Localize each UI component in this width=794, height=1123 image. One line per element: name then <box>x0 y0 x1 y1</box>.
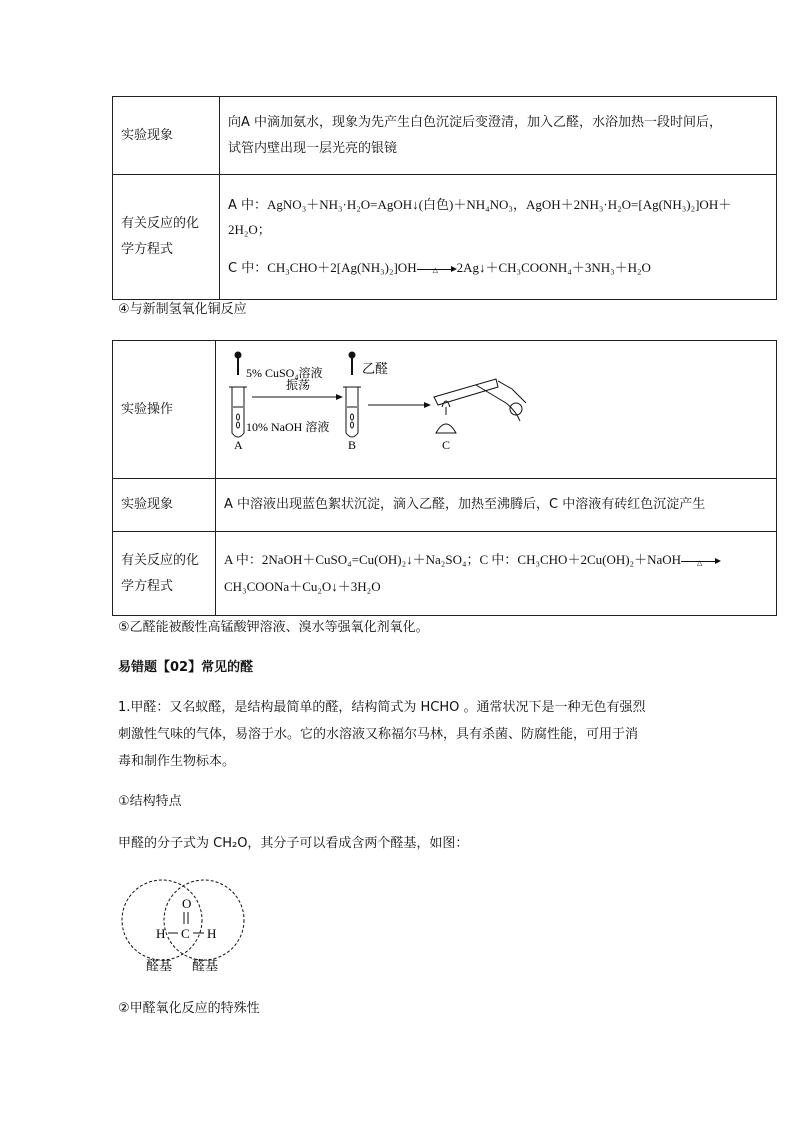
aldehyde-label-left: 醛基 <box>146 959 173 974</box>
equation-label <box>113 175 220 300</box>
para-1-line-2: 刺激性气味的气体，易溶于水。它的水溶液又称福尔马林，具有杀菌、防腐性能，可用于消 <box>118 727 639 742</box>
equation-2-label-line-1: 有关反应的化 <box>121 552 200 568</box>
test-tube-b-icon <box>343 387 361 437</box>
experiment-diagram <box>216 345 776 475</box>
hydrogen-right: H <box>207 926 217 941</box>
phenomenon-line-2: 试管内壁出现一层光亮的银镜 <box>228 140 398 156</box>
equation-label-line-1: 有关反应的化 <box>121 216 200 231</box>
equation-a-line-2: 2H₂O； <box>228 222 271 237</box>
naoh-label: 10% NaOH 溶液 <box>246 419 330 434</box>
phenomenon-2-text: A 中溶液出现蓝色絮状沉淀，滴入乙醛，加热至沸腾后，C 中溶液有砖红色沉淀产生 <box>216 479 777 532</box>
formula-line: 甲醛的分子式为 CH₂O，其分子可以看成含两个醛基，如图： <box>118 836 469 851</box>
item-5: ⑤乙醛能被酸性高锰酸钾溶液、溴水等强氧化剂氧化。 <box>118 620 429 635</box>
equation-2-line-2: CH₃COONa＋Cu₂O↓＋3H₂O <box>224 579 381 594</box>
aldehyde-label-right: 醛基 <box>192 959 219 974</box>
aldehyde-group-left-circle <box>122 880 202 960</box>
equation-2-label-line-2: 学方程式 <box>121 578 174 594</box>
formaldehyde-structure-diagram <box>118 872 258 980</box>
carbon-atom: C <box>181 926 190 941</box>
operation-diagram-cell <box>216 341 777 479</box>
tube-c-label: C <box>442 437 451 452</box>
cuso4-label: 5% CuSO₄溶液 <box>246 365 323 380</box>
equation-cell <box>220 175 777 300</box>
heat-step-arrow-icon <box>368 402 431 408</box>
phenomenon-text <box>220 97 777 175</box>
aldehyde-group-right-circle <box>164 880 244 960</box>
ethanal-label: 乙醛 <box>362 361 389 377</box>
shake-label: 振荡 <box>286 377 311 392</box>
section-heading: 易错题【02】常见的醛 <box>118 660 254 675</box>
operation-label: 实验操作 <box>113 341 216 479</box>
silver-mirror-table <box>112 96 777 300</box>
phenomenon-line-1: 向A 中滴加氨水，现象为先产生白色沉淀后变澄清，加入乙醛，水浴加热一段时间后， <box>228 114 723 130</box>
copper-hydroxide-table <box>112 340 777 616</box>
equation-c: C 中：CH₃CHO＋2[Ag(NH₃)₂]OH △ 2Ag↓＋CH₃COONH₄＋3NH₃＋H₂O <box>228 260 651 276</box>
para-1-line-1: 1.甲醛：又名蚁醛，是结构最简单的醛，结构简式为 HCHO 。通常状况下是一种无色有强烈 <box>118 700 646 715</box>
dropper-a-icon <box>235 352 241 375</box>
para-1-line-3: 毒和制作生物标本。 <box>118 754 236 769</box>
equation-2-cell <box>216 532 777 616</box>
shake-arrow-icon <box>252 394 343 400</box>
equation-2-label <box>113 532 216 616</box>
test-tube-a-icon <box>229 387 247 437</box>
heating-tube-icon <box>434 379 526 421</box>
item-4: ④与新制氢氧化铜反应 <box>118 302 247 317</box>
hydrogen-left: H <box>156 926 166 941</box>
phenomenon-2-label: 实验现象 <box>113 479 216 532</box>
equation-a-line-1: A 中：AgNO₃＋NH₃·H₂O=AgOH↓(白色)＋NH₄NO₃，AgOH＋2NH₃·H₂O=[Ag(NH₃)₂]OH＋ <box>228 197 732 213</box>
equation-label-line-2: 学方程式 <box>121 242 174 257</box>
subheading-oxidation: ②甲醛氧化反应的特殊性 <box>118 1001 260 1016</box>
heat-arrow-2-icon: △ <box>681 556 721 566</box>
tube-a-label: A <box>234 437 243 452</box>
heat-arrow-icon: △ <box>417 264 457 274</box>
oxygen-atom: O <box>182 896 192 911</box>
equation-2-line-1: A 中：2NaOH＋CuSO₄=Cu(OH)₂↓＋Na₂SO₄；C 中：CH₃CHO＋2Cu(OH)₂＋NaOH △ <box>224 547 768 574</box>
phenomenon-label: 实验现象 <box>113 97 220 175</box>
subheading-structure: ①结构特点 <box>118 794 182 809</box>
tube-b-label: B <box>348 437 357 452</box>
alcohol-burner-icon <box>436 401 456 433</box>
dropper-b-icon <box>349 352 355 375</box>
